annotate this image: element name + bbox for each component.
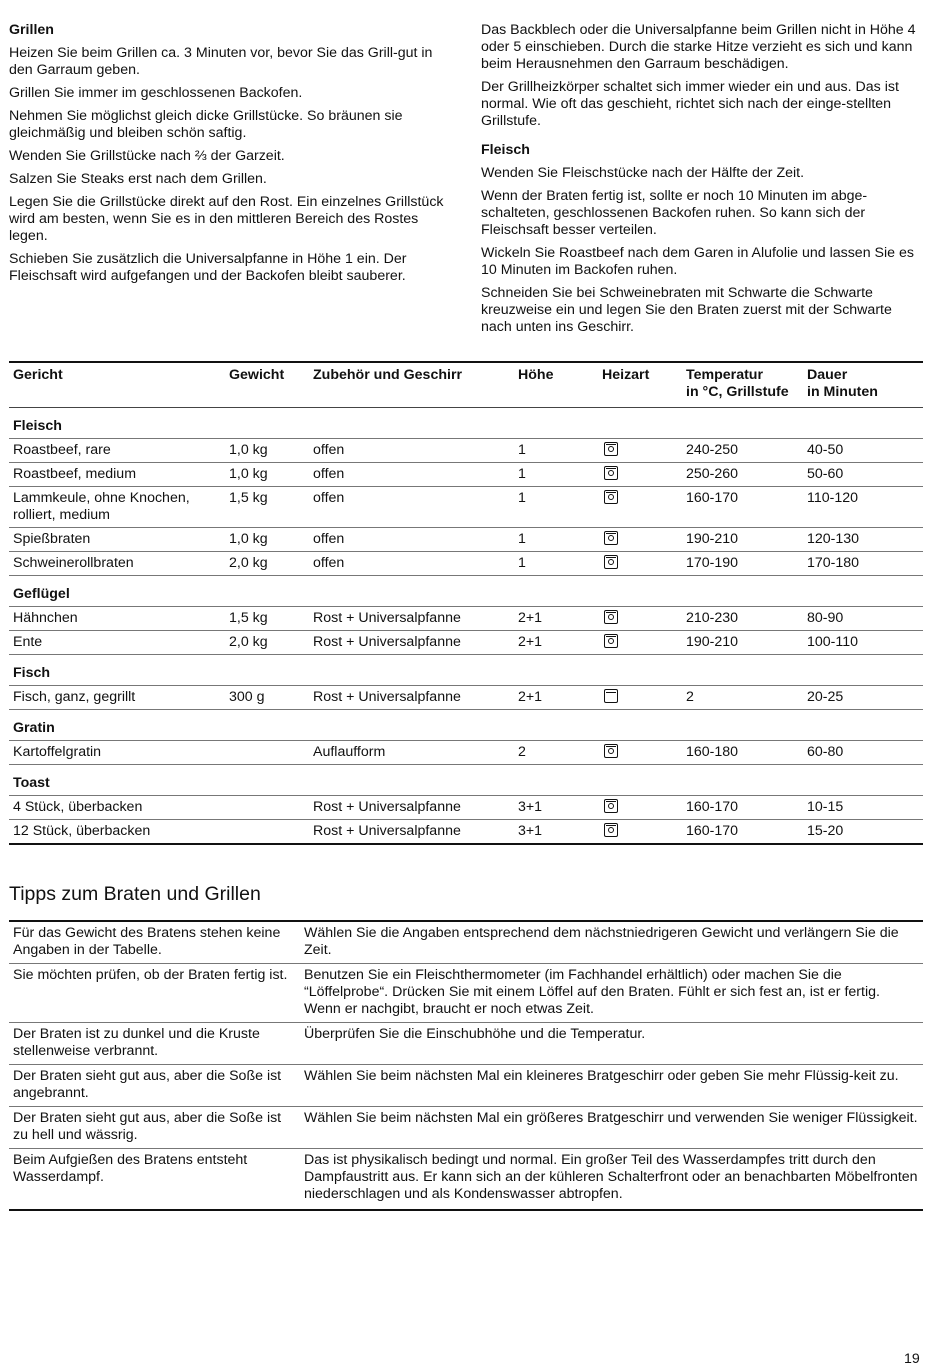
cell-height: 1 <box>514 463 598 487</box>
cell-dish: Lammkeule, ohne Knochen, rolliert, medium <box>9 487 225 528</box>
cell-duration: 10-15 <box>803 796 923 820</box>
table-row <box>9 820 923 845</box>
cell-temp: 160-170 <box>682 487 803 528</box>
cell-duration: 20-25 <box>803 686 923 710</box>
right-column <box>481 22 925 342</box>
umluft-grill-icon <box>604 823 618 837</box>
umluft-grill-icon <box>604 531 618 545</box>
paragraph: Grillen Sie immer im geschlossenen Backofen. <box>9 85 303 101</box>
cell-temp: 250-260 <box>682 463 803 487</box>
cell-dish: Ente <box>9 631 225 655</box>
cell-heating <box>598 607 682 631</box>
tips-row <box>9 964 923 1023</box>
umluft-grill-icon <box>604 555 618 569</box>
section-heading-fleisch: Fleisch <box>481 142 530 158</box>
cell-weight: 1,0 kg <box>225 528 309 552</box>
header-duration <box>803 362 923 408</box>
cell-accessory: Auflaufform <box>309 741 514 765</box>
cell-dish: Fisch, ganz, gegrillt <box>9 686 225 710</box>
cell-weight: 2,0 kg <box>225 631 309 655</box>
cell-duration: 40-50 <box>803 439 923 463</box>
header-duration-line2: in Minuten <box>807 384 878 400</box>
cell-accessory: offen <box>309 528 514 552</box>
tips-solution: Wählen Sie beim nächsten Mal ein kleineres Bratgeschirr oder geben Sie mehr Flüssig-keit zu. <box>300 1065 923 1107</box>
cell-height: 1 <box>514 439 598 463</box>
table-header-row <box>9 362 923 408</box>
header-temperature-line1: Temperatur <box>686 367 763 383</box>
cell-dish: Roastbeef, rare <box>9 439 225 463</box>
header-height: Höhe <box>514 362 598 408</box>
page-number: 19 <box>904 1351 920 1367</box>
paragraph: Nehmen Sie möglichst gleich dicke Grillstücke. So bräunen sie gleichmäßig und bleiben schön saftig. <box>9 108 403 141</box>
left-column <box>9 22 457 291</box>
table-row <box>9 686 923 710</box>
category-label: Toast <box>9 765 923 796</box>
cell-duration: 60-80 <box>803 741 923 765</box>
cell-weight: 1,5 kg <box>225 607 309 631</box>
umluft-grill-icon <box>604 490 618 504</box>
header-heating: Heizart <box>598 362 682 408</box>
cell-height: 1 <box>514 487 598 528</box>
umluft-grill-icon <box>604 610 618 624</box>
cell-weight <box>225 741 309 765</box>
category-label: Gratin <box>9 710 923 741</box>
table-row <box>9 607 923 631</box>
cell-heating <box>598 528 682 552</box>
tips-row <box>9 921 923 964</box>
tips-row <box>9 1107 923 1149</box>
cell-heating <box>598 686 682 710</box>
paragraph: Wenden Sie Fleischstücke nach der Hälfte der Zeit. <box>481 165 805 181</box>
section-heading-grillen: Grillen <box>9 22 54 38</box>
table-row <box>9 741 923 765</box>
table-row <box>9 631 923 655</box>
cell-accessory: Rost + Universalpfanne <box>309 820 514 845</box>
category-label: Fleisch <box>9 408 923 439</box>
cell-weight: 2,0 kg <box>225 552 309 576</box>
cell-temp: 160-170 <box>682 796 803 820</box>
tips-row <box>9 1065 923 1107</box>
cell-weight: 1,5 kg <box>225 487 309 528</box>
header-temperature-line2: in °C, Grillstufe <box>686 384 789 400</box>
tips-problem: Beim Aufgießen des Bratens entsteht Wasserdampf. <box>9 1149 300 1211</box>
cell-weight: 1,0 kg <box>225 439 309 463</box>
tips-solution: Wählen Sie die Angaben entsprechend dem nächstniedrigeren Gewicht und verlängern Sie die Zeit. <box>300 921 923 964</box>
cell-heating <box>598 487 682 528</box>
cell-temp: 190-210 <box>682 631 803 655</box>
cell-duration: 110-120 <box>803 487 923 528</box>
paragraph: Wickeln Sie Roastbeef nach dem Garen in Alufolie und lassen Sie es 10 Minuten im Backofen ruhen. <box>481 245 914 278</box>
cell-dish: 4 Stück, überbacken <box>9 796 225 820</box>
cell-dish: Spießbraten <box>9 528 225 552</box>
tips-table-body <box>9 921 923 1210</box>
cell-heating <box>598 741 682 765</box>
table-category-row <box>9 576 923 607</box>
cell-accessory: Rost + Universalpfanne <box>309 796 514 820</box>
paragraph: Der Grillheizkörper schaltet sich immer wieder ein und aus. Das ist normal. Wie oft das geschieht, richtet sich nach der einge-stellten Grillstufe. <box>481 79 899 129</box>
cell-duration: 50-60 <box>803 463 923 487</box>
tips-row <box>9 1023 923 1065</box>
grill-table <box>9 361 923 845</box>
cell-duration: 100-110 <box>803 631 923 655</box>
cell-height: 1 <box>514 552 598 576</box>
paragraph: Schieben Sie zusätzlich die Universalpfanne in Höhe 1 ein. Der Fleischsaft wird aufgefangen und der Backofen bleibt sauberer. <box>9 251 407 284</box>
cell-accessory: offen <box>309 487 514 528</box>
cell-heating <box>598 796 682 820</box>
tips-problem: Für das Gewicht des Bratens stehen keine Angaben in der Tabelle. <box>9 921 300 964</box>
header-temperature <box>682 362 803 408</box>
table-category-row <box>9 655 923 686</box>
paragraph: Wenn der Braten fertig ist, sollte er noch 10 Minuten im abge-schalteten, geschlossenen Backofen ruhen. So kann sich der Fleischsaft besser verteilen. <box>481 188 868 238</box>
cell-weight: 1,0 kg <box>225 463 309 487</box>
category-label: Fisch <box>9 655 923 686</box>
cell-accessory: offen <box>309 552 514 576</box>
header-dish: Gericht <box>9 362 225 408</box>
header-accessory: Zubehör und Geschirr <box>309 362 514 408</box>
umluft-grill-icon <box>604 744 618 758</box>
grill-icon <box>604 689 618 703</box>
table-category-row <box>9 408 923 439</box>
cell-duration: 120-130 <box>803 528 923 552</box>
tips-solution: Überprüfen Sie die Einschubhöhe und die Temperatur. <box>300 1023 923 1065</box>
tips-table <box>9 920 923 1211</box>
table-row <box>9 463 923 487</box>
tips-solution: Wählen Sie beim nächsten Mal ein größeres Bratgeschirr und verwenden Sie weniger Flüssigkeit. <box>300 1107 923 1149</box>
cell-heating <box>598 631 682 655</box>
cell-temp: 240-250 <box>682 439 803 463</box>
table-row <box>9 487 923 528</box>
table-row <box>9 796 923 820</box>
tips-solution: Benutzen Sie ein Fleischthermometer (im Fachhandel erhältlich) oder machen Sie die “Löffelprobe“. Drücken Sie mit einem Löffel auf den Braten. Fühlt er sich fest an, ist er fertig. Wenn er nachgibt, braucht er noch etwas Zeit. <box>300 964 923 1023</box>
cell-weight <box>225 820 309 845</box>
tips-row <box>9 1149 923 1211</box>
cell-duration: 15-20 <box>803 820 923 845</box>
cell-dish: 12 Stück, überbacken <box>9 820 225 845</box>
category-label: Geflügel <box>9 576 923 607</box>
table-row <box>9 439 923 463</box>
table-row <box>9 552 923 576</box>
umluft-grill-icon <box>604 799 618 813</box>
cell-height: 2+1 <box>514 607 598 631</box>
grill-table-body <box>9 408 923 845</box>
cell-dish: Roastbeef, medium <box>9 463 225 487</box>
cell-temp: 190-210 <box>682 528 803 552</box>
cell-temp: 2 <box>682 686 803 710</box>
tips-problem: Sie möchten prüfen, ob der Braten fertig ist. <box>9 964 300 1023</box>
cell-height: 3+1 <box>514 820 598 845</box>
tips-solution: Das ist physikalisch bedingt und normal. Ein großer Teil des Wasserdampfes tritt durch den Dampfaustritt aus. Er kann sich an der kühleren Schalterfront oder an benachbarten Möbelfronten niederschlagen und als Kondenswasser abtropfen. <box>300 1149 923 1211</box>
cell-temp: 160-170 <box>682 820 803 845</box>
cell-temp: 160-180 <box>682 741 803 765</box>
umluft-grill-icon <box>604 634 618 648</box>
cell-accessory: Rost + Universalpfanne <box>309 631 514 655</box>
paragraph: Legen Sie die Grillstücke direkt auf den Rost. Ein einzelnes Grillstück wird am besten, wenn Sie es in den mittleren Bereich des Rostes legen. <box>9 194 444 244</box>
paragraph: Das Backblech oder die Universalpfanne beim Grillen nicht in Höhe 4 oder 5 einschieben. Durch die starke Hitze verzieht es sich und kann beim Herausnehmen den Garraum beschädigen. <box>481 22 916 72</box>
cell-height: 3+1 <box>514 796 598 820</box>
cell-heating <box>598 463 682 487</box>
cell-heating <box>598 439 682 463</box>
cell-dish: Schweinerollbraten <box>9 552 225 576</box>
umluft-grill-icon <box>604 442 618 456</box>
paragraph: Schneiden Sie bei Schweinebraten mit Schwarte die Schwarte kreuzweise ein und legen Sie den Braten zuerst mit der Schwarte nach unten ins Geschirr. <box>481 285 892 335</box>
tips-problem: Der Braten ist zu dunkel und die Kruste stellenweise verbrannt. <box>9 1023 300 1065</box>
cell-dish: Kartoffelgratin <box>9 741 225 765</box>
cell-weight: 300 g <box>225 686 309 710</box>
cell-duration: 80-90 <box>803 607 923 631</box>
cell-heating <box>598 820 682 845</box>
tips-problem: Der Braten sieht gut aus, aber die Soße ist angebrannt. <box>9 1065 300 1107</box>
header-duration-line1: Dauer <box>807 367 848 383</box>
table-category-row <box>9 710 923 741</box>
paragraph: Heizen Sie beim Grillen ca. 3 Minuten vor, bevor Sie das Grill-gut in den Garraum geben. <box>9 45 433 78</box>
cell-accessory: offen <box>309 463 514 487</box>
cell-weight <box>225 796 309 820</box>
cell-accessory: offen <box>309 439 514 463</box>
paragraph: Salzen Sie Steaks erst nach dem Grillen. <box>9 171 267 187</box>
cell-duration: 170-180 <box>803 552 923 576</box>
cell-height: 1 <box>514 528 598 552</box>
table-row <box>9 528 923 552</box>
tips-problem: Der Braten sieht gut aus, aber die Soße ist zu hell und wässrig. <box>9 1107 300 1149</box>
cell-temp: 210-230 <box>682 607 803 631</box>
header-weight: Gewicht <box>225 362 309 408</box>
paragraph: Wenden Sie Grillstücke nach ⅔ der Garzeit. <box>9 148 285 164</box>
cell-height: 2+1 <box>514 686 598 710</box>
cell-accessory: Rost + Universalpfanne <box>309 686 514 710</box>
cell-heating <box>598 552 682 576</box>
cell-accessory: Rost + Universalpfanne <box>309 607 514 631</box>
cell-height: 2+1 <box>514 631 598 655</box>
cell-temp: 170-190 <box>682 552 803 576</box>
tips-title: Tipps zum Braten und Grillen <box>9 883 261 905</box>
umluft-grill-icon <box>604 466 618 480</box>
cell-dish: Hähnchen <box>9 607 225 631</box>
table-category-row <box>9 765 923 796</box>
cell-height: 2 <box>514 741 598 765</box>
